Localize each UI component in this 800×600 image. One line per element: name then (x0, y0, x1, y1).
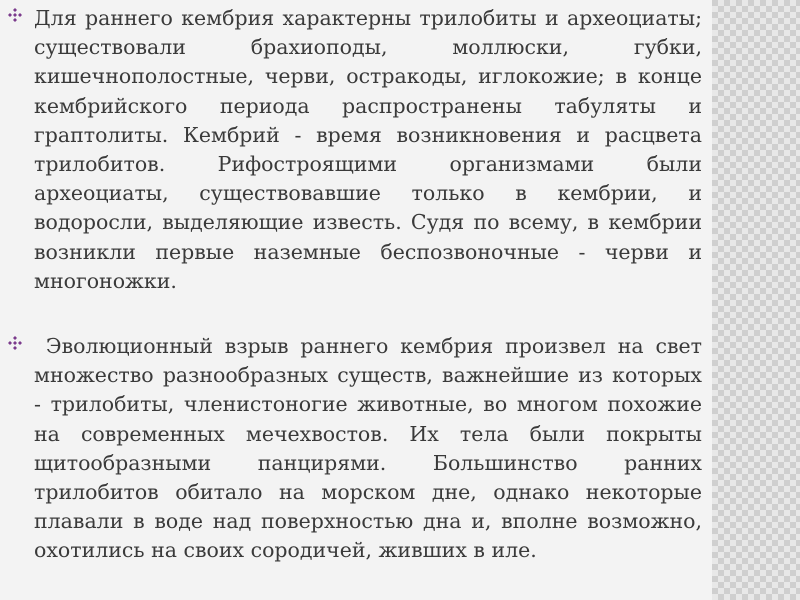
decorative-pattern-strip (712, 0, 800, 600)
diamond-bullet-icon (8, 336, 22, 350)
diamond-bullet-icon (8, 8, 22, 22)
bullet-paragraph-2 (8, 332, 702, 566)
paragraph-text: Для раннего кембрия характерны трилобиты и археоциаты; существовали брахиоподы, моллюски, губки, кишечнополостные, черви, остракоды, иглокожие; в конце кембрийского периода распространены табуляты и граптолиты. Кембрий - время возникновения и расцвета трилобитов. Рифостроящими организмами были археоциаты, существовавшие только в кембрии, и водоросли, выделяющие известь. Судя по всему, в кембрии возникли первые наземные беспозвоночные - черви и многоножки. (34, 6, 702, 293)
paragraph-text: Эволюционный взрыв раннего кембрия произвел на свет множество разнообразных существ, важнейшие из которых - трилобиты, членистоногие животные, во многом похожие на современных мечехвостов. Их тела были покрыты щитообразными панцирями. Большинство ранних трилобитов обитало на морском дне, однако некоторые плавали в воде над поверхностью дна и, вполне возможно, охотились на своих сородичей, живших в иле. (34, 334, 702, 563)
bullet-paragraph-1 (8, 4, 702, 296)
